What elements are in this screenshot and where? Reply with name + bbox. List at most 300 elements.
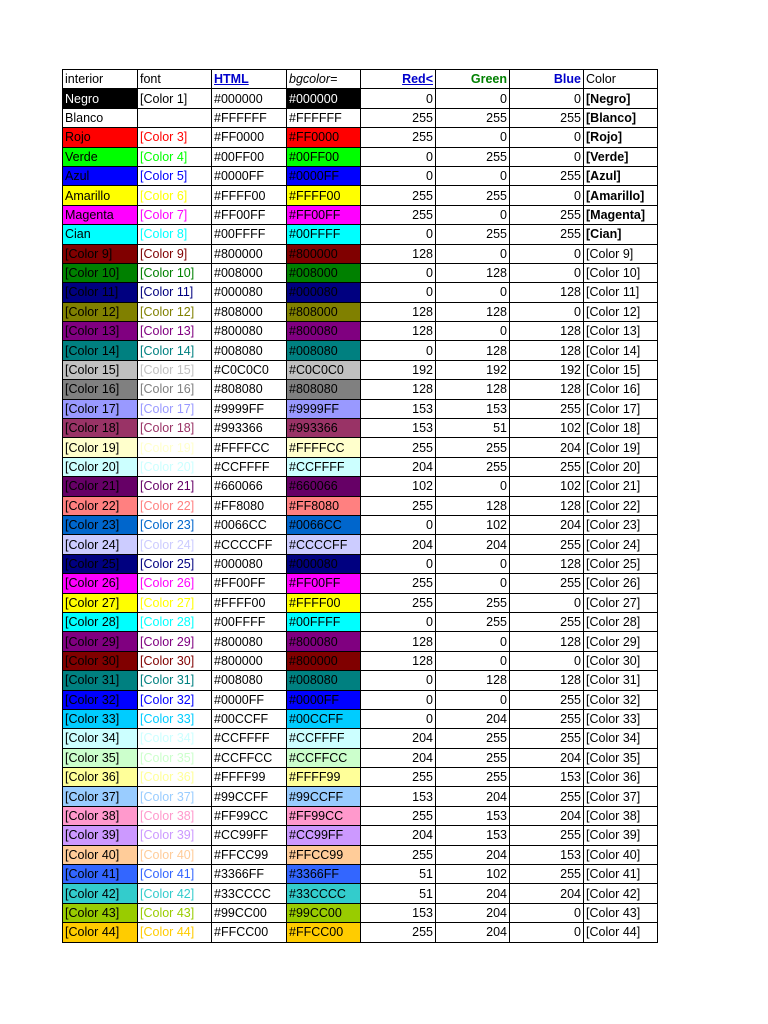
cell-color[interactable]: [Color 25]	[584, 554, 658, 573]
cell-red[interactable]: 255	[361, 186, 436, 205]
cell-html[interactable]: #CCCCFF	[212, 535, 287, 554]
cell-blue[interactable]: 255	[510, 690, 584, 709]
cell-html[interactable]: #FFFF99	[212, 768, 287, 787]
cell-color[interactable]: [Color 44]	[584, 923, 658, 942]
cell-blue[interactable]: 255	[510, 166, 584, 185]
cell-html[interactable]: #800000	[212, 651, 287, 670]
cell-bgcolor[interactable]: #FFFF99	[287, 768, 361, 787]
cell-interior[interactable]: [Color 19]	[63, 438, 138, 457]
cell-blue[interactable]: 0	[510, 89, 584, 108]
cell-interior[interactable]: [Color 38]	[63, 806, 138, 825]
cell-blue[interactable]: 128	[510, 632, 584, 651]
cell-green[interactable]: 204	[436, 709, 510, 728]
cell-interior[interactable]: [Color 25]	[63, 554, 138, 573]
cell-bgcolor[interactable]: #C0C0C0	[287, 360, 361, 379]
cell-font[interactable]: [Color 42]	[138, 884, 212, 903]
cell-green[interactable]: 0	[436, 205, 510, 224]
cell-blue[interactable]: 255	[510, 729, 584, 748]
cell-bgcolor[interactable]: #0000FF	[287, 166, 361, 185]
header-bgcolor[interactable]: bgcolor=	[287, 70, 361, 89]
cell-green[interactable]: 153	[436, 399, 510, 418]
cell-bgcolor[interactable]: #00FF00	[287, 147, 361, 166]
cell-html[interactable]: #00FF00	[212, 147, 287, 166]
cell-interior[interactable]: Azul	[63, 166, 138, 185]
cell-blue[interactable]: 0	[510, 186, 584, 205]
cell-red[interactable]: 128	[361, 651, 436, 670]
cell-html[interactable]: #808080	[212, 380, 287, 399]
cell-bgcolor[interactable]: #99CC00	[287, 903, 361, 922]
cell-green[interactable]: 204	[436, 903, 510, 922]
cell-blue[interactable]: 255	[510, 399, 584, 418]
cell-bgcolor[interactable]: #808000	[287, 302, 361, 321]
cell-green[interactable]: 128	[436, 671, 510, 690]
cell-interior[interactable]: [Color 41]	[63, 865, 138, 884]
cell-font[interactable]: [Color 43]	[138, 903, 212, 922]
cell-green[interactable]: 0	[436, 244, 510, 263]
cell-blue[interactable]: 0	[510, 147, 584, 166]
cell-blue[interactable]: 128	[510, 496, 584, 515]
cell-red[interactable]: 204	[361, 535, 436, 554]
cell-red[interactable]: 0	[361, 283, 436, 302]
cell-font[interactable]: [Color 8]	[138, 225, 212, 244]
cell-html[interactable]: #FF8080	[212, 496, 287, 515]
cell-blue[interactable]: 128	[510, 322, 584, 341]
cell-font[interactable]: [Color 26]	[138, 574, 212, 593]
cell-bgcolor[interactable]: #9999FF	[287, 399, 361, 418]
cell-font[interactable]: [Color 16]	[138, 380, 212, 399]
cell-html[interactable]: #33CCCC	[212, 884, 287, 903]
cell-bgcolor[interactable]: #FFFF00	[287, 186, 361, 205]
cell-font[interactable]: [Color 7]	[138, 205, 212, 224]
cell-html[interactable]: #0000FF	[212, 166, 287, 185]
cell-color[interactable]: [Color 37]	[584, 787, 658, 806]
cell-blue[interactable]: 255	[510, 108, 584, 127]
cell-font[interactable]: [Color 25]	[138, 554, 212, 573]
cell-color[interactable]: [Color 16]	[584, 380, 658, 399]
cell-font[interactable]: [Color 13]	[138, 322, 212, 341]
cell-color[interactable]: [Color 17]	[584, 399, 658, 418]
cell-html[interactable]: #FF99CC	[212, 806, 287, 825]
cell-bgcolor[interactable]: #FFCC00	[287, 923, 361, 942]
cell-blue[interactable]: 128	[510, 554, 584, 573]
cell-interior[interactable]: [Color 44]	[63, 923, 138, 942]
cell-bgcolor[interactable]: #008000	[287, 263, 361, 282]
cell-bgcolor[interactable]: #99CCFF	[287, 787, 361, 806]
header-green[interactable]: Green	[436, 70, 510, 89]
cell-blue[interactable]: 255	[510, 787, 584, 806]
cell-interior[interactable]: Blanco	[63, 108, 138, 127]
cell-interior[interactable]: [Color 18]	[63, 419, 138, 438]
cell-green[interactable]: 255	[436, 612, 510, 631]
cell-blue[interactable]: 128	[510, 283, 584, 302]
cell-bgcolor[interactable]: #0000FF	[287, 690, 361, 709]
cell-font[interactable]: [Color 35]	[138, 748, 212, 767]
cell-green[interactable]: 255	[436, 108, 510, 127]
cell-color[interactable]: [Color 35]	[584, 748, 658, 767]
cell-html[interactable]: #FF00FF	[212, 205, 287, 224]
cell-interior[interactable]: Rojo	[63, 128, 138, 147]
header-blue[interactable]: Blue	[510, 70, 584, 89]
cell-color[interactable]: [Color 43]	[584, 903, 658, 922]
cell-color[interactable]: [Color 34]	[584, 729, 658, 748]
cell-font[interactable]: [Color 36]	[138, 768, 212, 787]
cell-html[interactable]: #FFCC99	[212, 845, 287, 864]
cell-green[interactable]: 128	[436, 380, 510, 399]
cell-color[interactable]: [Azul]	[584, 166, 658, 185]
cell-blue[interactable]: 255	[510, 225, 584, 244]
cell-bgcolor[interactable]: #008080	[287, 671, 361, 690]
cell-red[interactable]: 0	[361, 341, 436, 360]
cell-green[interactable]: 255	[436, 457, 510, 476]
cell-html[interactable]: #993366	[212, 419, 287, 438]
cell-blue[interactable]: 255	[510, 205, 584, 224]
cell-html[interactable]: #FFFF00	[212, 593, 287, 612]
cell-font[interactable]	[138, 108, 212, 127]
cell-font[interactable]: [Color 9]	[138, 244, 212, 263]
cell-html[interactable]: #9999FF	[212, 399, 287, 418]
cell-green[interactable]: 128	[436, 341, 510, 360]
cell-bgcolor[interactable]: #00FFFF	[287, 225, 361, 244]
cell-color[interactable]: [Color 38]	[584, 806, 658, 825]
cell-color[interactable]: [Rojo]	[584, 128, 658, 147]
cell-color[interactable]: [Color 23]	[584, 515, 658, 534]
cell-green[interactable]: 153	[436, 826, 510, 845]
cell-red[interactable]: 0	[361, 671, 436, 690]
cell-font[interactable]: [Color 6]	[138, 186, 212, 205]
cell-html[interactable]: #000080	[212, 554, 287, 573]
cell-html[interactable]: #800000	[212, 244, 287, 263]
cell-font[interactable]: [Color 30]	[138, 651, 212, 670]
cell-font[interactable]: [Color 37]	[138, 787, 212, 806]
cell-red[interactable]: 204	[361, 826, 436, 845]
cell-bgcolor[interactable]: #CCCCFF	[287, 535, 361, 554]
cell-interior[interactable]: [Color 37]	[63, 787, 138, 806]
cell-bgcolor[interactable]: #808080	[287, 380, 361, 399]
cell-font[interactable]: [Color 23]	[138, 515, 212, 534]
cell-color[interactable]: [Color 10]	[584, 263, 658, 282]
cell-font[interactable]: [Color 24]	[138, 535, 212, 554]
cell-red[interactable]: 255	[361, 845, 436, 864]
cell-color[interactable]: [Color 27]	[584, 593, 658, 612]
cell-red[interactable]: 192	[361, 360, 436, 379]
cell-red[interactable]: 0	[361, 89, 436, 108]
cell-blue[interactable]: 0	[510, 593, 584, 612]
cell-interior[interactable]: [Color 12]	[63, 302, 138, 321]
cell-blue[interactable]: 0	[510, 903, 584, 922]
cell-green[interactable]: 255	[436, 729, 510, 748]
cell-blue[interactable]: 255	[510, 574, 584, 593]
cell-bgcolor[interactable]: #FF00FF	[287, 574, 361, 593]
cell-bgcolor[interactable]: #660066	[287, 477, 361, 496]
cell-color[interactable]: [Color 22]	[584, 496, 658, 515]
cell-blue[interactable]: 102	[510, 419, 584, 438]
cell-bgcolor[interactable]: #00FFFF	[287, 612, 361, 631]
cell-color[interactable]: [Cian]	[584, 225, 658, 244]
cell-interior[interactable]: [Color 23]	[63, 515, 138, 534]
cell-interior[interactable]: [Color 34]	[63, 729, 138, 748]
cell-green[interactable]: 102	[436, 865, 510, 884]
cell-red[interactable]: 0	[361, 612, 436, 631]
cell-green[interactable]: 0	[436, 322, 510, 341]
cell-color[interactable]: [Color 28]	[584, 612, 658, 631]
cell-interior[interactable]: [Color 43]	[63, 903, 138, 922]
cell-color[interactable]: [Color 19]	[584, 438, 658, 457]
cell-red[interactable]: 128	[361, 302, 436, 321]
cell-green[interactable]: 255	[436, 593, 510, 612]
cell-blue[interactable]: 0	[510, 651, 584, 670]
cell-interior[interactable]: [Color 13]	[63, 322, 138, 341]
cell-red[interactable]: 255	[361, 574, 436, 593]
cell-color[interactable]: [Color 32]	[584, 690, 658, 709]
cell-font[interactable]: [Color 14]	[138, 341, 212, 360]
cell-color[interactable]: [Color 26]	[584, 574, 658, 593]
cell-red[interactable]: 204	[361, 729, 436, 748]
cell-color[interactable]: [Color 9]	[584, 244, 658, 263]
cell-font[interactable]: [Color 27]	[138, 593, 212, 612]
cell-font[interactable]: [Color 10]	[138, 263, 212, 282]
cell-green[interactable]: 255	[436, 147, 510, 166]
cell-green[interactable]: 0	[436, 632, 510, 651]
cell-blue[interactable]: 255	[510, 612, 584, 631]
cell-font[interactable]: [Color 22]	[138, 496, 212, 515]
cell-red[interactable]: 255	[361, 768, 436, 787]
cell-bgcolor[interactable]: #FFFFCC	[287, 438, 361, 457]
cell-color[interactable]: [Color 21]	[584, 477, 658, 496]
header-color[interactable]: Color	[584, 70, 658, 89]
cell-red[interactable]: 255	[361, 108, 436, 127]
cell-blue[interactable]: 204	[510, 884, 584, 903]
cell-green[interactable]: 255	[436, 438, 510, 457]
cell-interior[interactable]: [Color 17]	[63, 399, 138, 418]
cell-bgcolor[interactable]: #FFFF00	[287, 593, 361, 612]
cell-blue[interactable]: 128	[510, 341, 584, 360]
cell-interior[interactable]: [Color 32]	[63, 690, 138, 709]
cell-red[interactable]: 153	[361, 419, 436, 438]
cell-red[interactable]: 255	[361, 205, 436, 224]
cell-font[interactable]: [Color 17]	[138, 399, 212, 418]
cell-interior[interactable]: [Color 15]	[63, 360, 138, 379]
cell-red[interactable]: 0	[361, 166, 436, 185]
cell-blue[interactable]: 0	[510, 302, 584, 321]
cell-green[interactable]: 255	[436, 225, 510, 244]
cell-green[interactable]: 255	[436, 748, 510, 767]
cell-bgcolor[interactable]: #800000	[287, 651, 361, 670]
cell-green[interactable]: 0	[436, 690, 510, 709]
cell-html[interactable]: #FFFFCC	[212, 438, 287, 457]
cell-red[interactable]: 0	[361, 554, 436, 573]
cell-bgcolor[interactable]: #800080	[287, 322, 361, 341]
cell-bgcolor[interactable]: #FF00FF	[287, 205, 361, 224]
cell-red[interactable]: 255	[361, 593, 436, 612]
cell-red[interactable]: 153	[361, 903, 436, 922]
cell-red[interactable]: 102	[361, 477, 436, 496]
cell-red[interactable]: 0	[361, 147, 436, 166]
cell-red[interactable]: 255	[361, 128, 436, 147]
cell-html[interactable]: #FF00FF	[212, 574, 287, 593]
cell-bgcolor[interactable]: #000080	[287, 554, 361, 573]
cell-green[interactable]: 204	[436, 884, 510, 903]
cell-color[interactable]: [Negro]	[584, 89, 658, 108]
cell-color[interactable]: [Color 18]	[584, 419, 658, 438]
cell-red[interactable]: 204	[361, 457, 436, 476]
cell-green[interactable]: 0	[436, 166, 510, 185]
cell-red[interactable]: 128	[361, 632, 436, 651]
cell-blue[interactable]: 153	[510, 845, 584, 864]
cell-color[interactable]: [Color 15]	[584, 360, 658, 379]
cell-green[interactable]: 0	[436, 89, 510, 108]
cell-font[interactable]: [Color 1]	[138, 89, 212, 108]
cell-interior[interactable]: [Color 26]	[63, 574, 138, 593]
cell-blue[interactable]: 0	[510, 263, 584, 282]
header-font[interactable]: font	[138, 70, 212, 89]
cell-color[interactable]: [Color 20]	[584, 457, 658, 476]
cell-green[interactable]: 51	[436, 419, 510, 438]
cell-green[interactable]: 255	[436, 186, 510, 205]
cell-blue[interactable]: 255	[510, 826, 584, 845]
cell-bgcolor[interactable]: #3366FF	[287, 865, 361, 884]
cell-font[interactable]: [Color 33]	[138, 709, 212, 728]
cell-font[interactable]: [Color 39]	[138, 826, 212, 845]
cell-color[interactable]: [Blanco]	[584, 108, 658, 127]
cell-html[interactable]: #99CCFF	[212, 787, 287, 806]
cell-html[interactable]: #CCFFFF	[212, 457, 287, 476]
cell-blue[interactable]: 192	[510, 360, 584, 379]
cell-font[interactable]: [Color 38]	[138, 806, 212, 825]
cell-bgcolor[interactable]: #33CCCC	[287, 884, 361, 903]
cell-interior[interactable]: [Color 24]	[63, 535, 138, 554]
cell-html[interactable]: #008080	[212, 671, 287, 690]
cell-html[interactable]: #CC99FF	[212, 826, 287, 845]
cell-bgcolor[interactable]: #FFCC99	[287, 845, 361, 864]
cell-red[interactable]: 153	[361, 787, 436, 806]
cell-red[interactable]: 0	[361, 709, 436, 728]
cell-green[interactable]: 128	[436, 496, 510, 515]
cell-font[interactable]: [Color 28]	[138, 612, 212, 631]
header-red[interactable]: Red<	[361, 70, 436, 89]
cell-font[interactable]: [Color 3]	[138, 128, 212, 147]
cell-font[interactable]: [Color 31]	[138, 671, 212, 690]
cell-font[interactable]: [Color 4]	[138, 147, 212, 166]
cell-html[interactable]: #CCFFCC	[212, 748, 287, 767]
cell-green[interactable]: 128	[436, 263, 510, 282]
cell-blue[interactable]: 0	[510, 244, 584, 263]
cell-interior[interactable]: Amarillo	[63, 186, 138, 205]
cell-interior[interactable]: [Color 31]	[63, 671, 138, 690]
cell-red[interactable]: 0	[361, 690, 436, 709]
cell-color[interactable]: [Color 39]	[584, 826, 658, 845]
cell-red[interactable]: 128	[361, 380, 436, 399]
cell-bgcolor[interactable]: #993366	[287, 419, 361, 438]
cell-red[interactable]: 0	[361, 515, 436, 534]
cell-blue[interactable]: 255	[510, 457, 584, 476]
header-interior[interactable]: interior	[63, 70, 138, 89]
cell-blue[interactable]: 0	[510, 923, 584, 942]
cell-color[interactable]: [Color 24]	[584, 535, 658, 554]
cell-green[interactable]: 204	[436, 787, 510, 806]
cell-font[interactable]: [Color 44]	[138, 923, 212, 942]
cell-interior[interactable]: [Color 40]	[63, 845, 138, 864]
cell-font[interactable]: [Color 40]	[138, 845, 212, 864]
cell-blue[interactable]: 204	[510, 806, 584, 825]
cell-green[interactable]: 204	[436, 923, 510, 942]
cell-bgcolor[interactable]: #800080	[287, 632, 361, 651]
cell-color[interactable]: [Color 29]	[584, 632, 658, 651]
cell-html[interactable]: #660066	[212, 477, 287, 496]
cell-bgcolor[interactable]: #FF99CC	[287, 806, 361, 825]
cell-red[interactable]: 255	[361, 923, 436, 942]
cell-red[interactable]: 204	[361, 748, 436, 767]
header-html[interactable]: HTML	[212, 70, 287, 89]
cell-interior[interactable]: Negro	[63, 89, 138, 108]
cell-blue[interactable]: 255	[510, 865, 584, 884]
cell-bgcolor[interactable]: #000000	[287, 89, 361, 108]
cell-font[interactable]: [Color 32]	[138, 690, 212, 709]
cell-html[interactable]: #800080	[212, 632, 287, 651]
cell-bgcolor[interactable]: #FFFFFF	[287, 108, 361, 127]
cell-bgcolor[interactable]: #CCFFCC	[287, 748, 361, 767]
cell-interior[interactable]: [Color 27]	[63, 593, 138, 612]
cell-interior[interactable]: [Color 21]	[63, 477, 138, 496]
cell-color[interactable]: [Amarillo]	[584, 186, 658, 205]
cell-red[interactable]: 255	[361, 496, 436, 515]
cell-red[interactable]: 128	[361, 244, 436, 263]
cell-green[interactable]: 0	[436, 128, 510, 147]
cell-color[interactable]: [Color 36]	[584, 768, 658, 787]
cell-bgcolor[interactable]: #CCFFFF	[287, 729, 361, 748]
cell-interior[interactable]: [Color 14]	[63, 341, 138, 360]
cell-html[interactable]: #00CCFF	[212, 709, 287, 728]
cell-html[interactable]: #FF0000	[212, 128, 287, 147]
cell-green[interactable]: 255	[436, 768, 510, 787]
cell-html[interactable]: #C0C0C0	[212, 360, 287, 379]
cell-red[interactable]: 51	[361, 884, 436, 903]
cell-blue[interactable]: 128	[510, 671, 584, 690]
cell-interior[interactable]: [Color 10]	[63, 263, 138, 282]
cell-green[interactable]: 128	[436, 302, 510, 321]
cell-interior[interactable]: [Color 30]	[63, 651, 138, 670]
cell-font[interactable]: [Color 19]	[138, 438, 212, 457]
cell-html[interactable]: #800080	[212, 322, 287, 341]
cell-color[interactable]: [Color 41]	[584, 865, 658, 884]
cell-blue[interactable]: 153	[510, 768, 584, 787]
cell-font[interactable]: [Color 41]	[138, 865, 212, 884]
cell-html[interactable]: #808000	[212, 302, 287, 321]
cell-interior[interactable]: [Color 33]	[63, 709, 138, 728]
cell-red[interactable]: 51	[361, 865, 436, 884]
cell-color[interactable]: [Color 31]	[584, 671, 658, 690]
cell-color[interactable]: [Color 13]	[584, 322, 658, 341]
cell-bgcolor[interactable]: #CCFFFF	[287, 457, 361, 476]
cell-bgcolor[interactable]: #800000	[287, 244, 361, 263]
cell-color[interactable]: [Magenta]	[584, 205, 658, 224]
cell-blue[interactable]: 102	[510, 477, 584, 496]
cell-interior[interactable]: Verde	[63, 147, 138, 166]
cell-color[interactable]: [Color 40]	[584, 845, 658, 864]
cell-blue[interactable]: 255	[510, 535, 584, 554]
cell-red[interactable]: 128	[361, 322, 436, 341]
cell-red[interactable]: 255	[361, 806, 436, 825]
cell-green[interactable]: 153	[436, 806, 510, 825]
cell-interior[interactable]: [Color 42]	[63, 884, 138, 903]
cell-green[interactable]: 0	[436, 477, 510, 496]
cell-interior[interactable]: [Color 28]	[63, 612, 138, 631]
cell-bgcolor[interactable]: #008080	[287, 341, 361, 360]
cell-font[interactable]: [Color 11]	[138, 283, 212, 302]
cell-green[interactable]: 204	[436, 535, 510, 554]
cell-blue[interactable]: 0	[510, 128, 584, 147]
cell-html[interactable]: #008080	[212, 341, 287, 360]
cell-font[interactable]: [Color 29]	[138, 632, 212, 651]
